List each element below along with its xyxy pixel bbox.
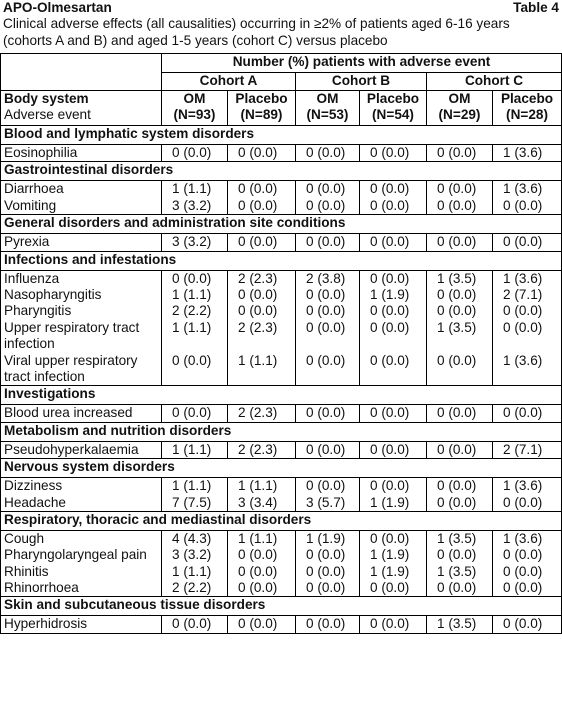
event-value: 0 (0.0) — [306, 286, 346, 302]
adverse-event-name: Dizziness — [4, 478, 63, 494]
event-value: 2 (2.2) — [172, 303, 212, 319]
event-value: 0 (0.0) — [437, 580, 477, 596]
event-value: 3 (3.2) — [172, 197, 212, 213]
value-cell — [427, 145, 493, 162]
value-cell — [360, 405, 427, 422]
value-cell — [427, 530, 493, 597]
event-value: 0 (0.0) — [370, 303, 410, 319]
value-cell — [493, 530, 562, 597]
event-group-row — [1, 478, 562, 512]
column-header-row — [1, 91, 562, 126]
event-value: 1 (3.6) — [503, 352, 543, 368]
adverse-event-name: Eosinophilia — [4, 145, 78, 160]
event-group-row — [1, 530, 562, 597]
event-value: 0 (0.0) — [238, 303, 278, 319]
event-value: 0 (0.0) — [370, 197, 410, 213]
event-value: 0 (0.0) — [306, 197, 346, 213]
event-names-cell — [1, 441, 162, 458]
adverse-event-name: Blood urea increased — [4, 405, 133, 421]
arm-sample-size: (N=53) — [306, 107, 349, 123]
event-names-cell — [1, 270, 162, 386]
event-value: 0 (0.0) — [306, 181, 346, 197]
event-value: 0 (0.0) — [238, 181, 278, 197]
event-value: 0 (0.0) — [437, 197, 477, 213]
adverse-event-name: Pseudohyperkalaemia — [4, 441, 139, 457]
arm-sample-size: (N=54) — [372, 107, 414, 123]
event-value: 1 (1.1) — [238, 478, 278, 494]
adverse-event-name: Headache — [4, 494, 66, 510]
event-value: 1 (3.5) — [437, 616, 477, 632]
event-value: 0 (0.0) — [172, 145, 212, 160]
value-cell — [162, 181, 228, 215]
event-value: 1 (1.1) — [172, 286, 212, 302]
value-cell — [493, 181, 562, 215]
value-cell — [427, 270, 493, 386]
arm-name: OM — [448, 91, 471, 106]
event-value: 0 (0.0) — [370, 234, 410, 250]
event-value: 0 (0.0) — [172, 616, 212, 632]
section-title: Infections and infestations — [1, 251, 562, 270]
event-value: 2 (2.2) — [172, 580, 212, 596]
event-value: 0 (0.0) — [503, 319, 543, 335]
value-cell — [296, 441, 360, 458]
event-group-row — [1, 234, 562, 251]
value-cell — [427, 234, 493, 251]
arm-name: Placebo — [235, 91, 288, 106]
event-value: 1 (3.5) — [437, 563, 477, 579]
event-value: 0 (0.0) — [437, 286, 477, 302]
adverse-event-label: Adverse event — [4, 107, 91, 123]
value-cell — [360, 616, 427, 633]
event-value: 1 (1.1) — [238, 352, 278, 368]
event-value: 1 (3.5) — [437, 270, 477, 286]
event-value: 0 (0.0) — [306, 547, 346, 563]
arm-header-cell — [228, 91, 296, 126]
span-header: Number (%) patients with adverse event — [162, 54, 562, 73]
adverse-event-name: Pharyngolaryngeal pain — [4, 547, 147, 563]
event-value: 1 (1.9) — [370, 563, 410, 579]
value-cell — [296, 478, 360, 512]
section-row — [1, 126, 562, 145]
value-cell — [228, 181, 296, 215]
value-cell — [427, 441, 493, 458]
event-value: 0 (0.0) — [503, 197, 543, 213]
value-cell — [493, 405, 562, 422]
event-value: 0 (0.0) — [370, 405, 410, 421]
event-value: 1 (3.5) — [437, 530, 477, 546]
event-value: 2 (3.8) — [306, 270, 346, 286]
cohort-a-header: Cohort A — [162, 73, 296, 91]
adverse-event-name: Rhinitis — [4, 563, 49, 579]
event-value: 0 (0.0) — [306, 563, 346, 579]
value-cell — [162, 530, 228, 597]
event-value: 0 (0.0) — [370, 530, 410, 546]
adverse-event-name: Pyrexia — [4, 234, 50, 250]
section-row — [1, 386, 562, 405]
event-value: 0 (0.0) — [370, 319, 410, 335]
event-value: 7 (7.5) — [172, 494, 212, 510]
value-cell — [360, 181, 427, 215]
event-group-row — [1, 145, 562, 162]
event-value: 0 (0.0) — [503, 616, 543, 632]
row-header-cell — [1, 91, 162, 126]
event-value: 0 (0.0) — [437, 441, 477, 457]
event-names-cell — [1, 478, 162, 512]
event-value: 0 (0.0) — [306, 319, 346, 335]
event-value: 0 (0.0) — [306, 405, 346, 421]
arm-name: OM — [316, 91, 339, 106]
arm-name: OM — [183, 91, 206, 106]
section-title: Respiratory, thoracic and mediastinal disorders — [1, 511, 562, 530]
event-value: 0 (0.0) — [172, 405, 212, 421]
value-cell — [360, 478, 427, 512]
event-names-cell — [1, 530, 162, 597]
event-value: 2 (2.3) — [238, 319, 278, 335]
section-title: Nervous system disorders — [1, 459, 562, 478]
event-value: 0 (0.0) — [437, 234, 477, 250]
event-value: 1 (1.1) — [172, 319, 212, 335]
value-cell — [296, 405, 360, 422]
event-value: 1 (3.6) — [503, 181, 543, 197]
value-cell — [228, 478, 296, 512]
value-cell — [162, 441, 228, 458]
arm-header-cell — [162, 91, 228, 126]
value-cell — [296, 181, 360, 215]
event-value: 0 (0.0) — [238, 580, 278, 596]
event-value: 3 (3.2) — [172, 547, 212, 563]
adverse-event-name: Hyperhidrosis — [4, 616, 88, 632]
value-cell — [296, 530, 360, 597]
event-value: 0 (0.0) — [503, 547, 543, 563]
event-value: 2 (2.3) — [238, 270, 278, 286]
value-cell — [427, 478, 493, 512]
event-value: 3 (5.7) — [306, 494, 346, 510]
event-value: 0 (0.0) — [437, 181, 477, 197]
value-cell — [360, 441, 427, 458]
event-value: 0 (0.0) — [503, 405, 543, 421]
arm-header-cell — [427, 91, 493, 126]
event-value: 1 (3.6) — [503, 530, 543, 546]
value-cell — [228, 405, 296, 422]
event-group-row — [1, 616, 562, 633]
event-group-row — [1, 405, 562, 422]
event-value: 0 (0.0) — [306, 303, 346, 319]
value-cell — [493, 441, 562, 458]
value-cell — [162, 478, 228, 512]
value-cell — [493, 145, 562, 162]
event-value: 0 (0.0) — [238, 547, 278, 563]
value-cell — [162, 616, 228, 633]
event-value: 1 (1.9) — [370, 494, 410, 510]
adverse-event-name: Upper respiratory tract infection — [4, 319, 140, 352]
value-cell — [427, 405, 493, 422]
event-value: 3 (3.2) — [172, 234, 212, 250]
section-row — [1, 597, 562, 616]
body-system-label: Body system — [4, 91, 89, 106]
adverse-event-name: Cough — [4, 530, 45, 546]
title-row — [3, 0, 559, 16]
value-cell — [493, 270, 562, 386]
event-value: 1 (1.1) — [172, 441, 212, 457]
adverse-event-name: Rhinorrhoea — [4, 580, 79, 596]
event-value: 2 (2.3) — [238, 405, 278, 421]
event-value: 3 (3.4) — [238, 494, 278, 510]
event-value: 1 (1.9) — [370, 547, 410, 563]
event-group-row — [1, 181, 562, 215]
cohort-b-header: Cohort B — [296, 73, 427, 91]
table-caption: Clinical adverse effects (all causalities) occurring in ≥2% of patients aged 6-16 years (cohorts A and B) and aged 1-5 years (cohort C) versus placebo — [3, 16, 510, 48]
section-row — [1, 511, 562, 530]
value-cell — [296, 616, 360, 633]
value-cell — [360, 270, 427, 386]
adverse-event-name: Vomiting — [4, 197, 57, 213]
event-value: 0 (0.0) — [306, 616, 346, 632]
event-value: 2 (7.1) — [503, 441, 543, 457]
value-cell — [228, 270, 296, 386]
value-cell — [493, 234, 562, 251]
event-names-cell — [1, 234, 162, 251]
event-value: 0 (0.0) — [306, 234, 346, 250]
value-cell — [162, 405, 228, 422]
section-row — [1, 162, 562, 181]
value-cell — [493, 478, 562, 512]
adverse-event-name: Influenza — [4, 270, 60, 286]
event-value: 0 (0.0) — [306, 352, 346, 368]
event-value: 1 (1.1) — [172, 478, 212, 494]
value-cell — [228, 530, 296, 597]
event-value: 0 (0.0) — [238, 563, 278, 579]
value-cell — [228, 234, 296, 251]
event-value: 2 (2.3) — [238, 441, 278, 457]
table-label: Table 4 — [513, 0, 559, 15]
value-cell — [228, 441, 296, 458]
section-title: General disorders and administration site conditions — [1, 215, 562, 234]
event-value: 0 (0.0) — [437, 405, 477, 421]
document-header — [3, 0, 559, 49]
event-value: 0 (0.0) — [503, 303, 543, 319]
event-names-cell — [1, 181, 162, 215]
event-value: 1 (1.1) — [238, 530, 278, 546]
arm-sample-size: (N=28) — [506, 107, 548, 123]
event-names-cell — [1, 616, 162, 633]
event-value: 0 (0.0) — [370, 441, 410, 457]
arm-sample-size: (N=89) — [240, 107, 283, 123]
event-value: 0 (0.0) — [503, 234, 543, 250]
section-row — [1, 251, 562, 270]
value-cell — [427, 616, 493, 633]
event-value: 0 (0.0) — [238, 616, 278, 632]
event-value: 0 (0.0) — [238, 197, 278, 213]
section-row — [1, 215, 562, 234]
section-title: Skin and subcutaneous tissue disorders — [1, 597, 562, 616]
event-value: 1 (3.6) — [503, 270, 543, 286]
value-cell — [493, 616, 562, 633]
section-title: Gastrointestinal disorders — [1, 162, 562, 181]
arm-sample-size: (N=29) — [438, 107, 481, 123]
event-value: 0 (0.0) — [238, 145, 278, 160]
event-value: 0 (0.0) — [306, 580, 346, 596]
adverse-event-name: Diarrhoea — [4, 181, 64, 197]
adverse-event-name: Pharyngitis — [4, 303, 72, 319]
event-value: 0 (0.0) — [437, 145, 477, 160]
span-header-row — [1, 54, 562, 73]
arm-header-cell — [296, 91, 360, 126]
event-value: 2 (7.1) — [503, 286, 543, 302]
event-value: 0 (0.0) — [437, 352, 477, 368]
event-group-row — [1, 441, 562, 458]
event-value: 0 (0.0) — [437, 303, 477, 319]
section-title: Investigations — [1, 386, 562, 405]
cohort-c-header: Cohort C — [427, 73, 562, 91]
event-value: 0 (0.0) — [238, 234, 278, 250]
event-value: 4 (4.3) — [172, 530, 212, 546]
section-title: Metabolism and nutrition disorders — [1, 422, 562, 441]
event-value: 0 (0.0) — [306, 145, 346, 160]
event-value: 0 (0.0) — [370, 352, 410, 368]
value-cell — [162, 270, 228, 386]
event-value: 0 (0.0) — [370, 580, 410, 596]
arm-sample-size: (N=93) — [173, 107, 216, 123]
event-value: 0 (0.0) — [437, 494, 477, 510]
value-cell — [228, 145, 296, 162]
value-cell — [296, 234, 360, 251]
event-value: 1 (1.9) — [370, 286, 410, 302]
value-cell — [162, 234, 228, 251]
event-value: 0 (0.0) — [370, 270, 410, 286]
value-cell — [296, 270, 360, 386]
event-value: 1 (3.6) — [503, 145, 543, 160]
adverse-events-table — [0, 53, 562, 634]
arm-header-cell — [360, 91, 427, 126]
event-names-cell — [1, 145, 162, 162]
event-value: 1 (1.1) — [172, 181, 212, 197]
adverse-event-name: Viral upper respiratory tract infection — [4, 352, 138, 384]
adverse-event-name: Nasopharyngitis — [4, 286, 102, 302]
value-cell — [360, 530, 427, 597]
event-names-cell — [1, 405, 162, 422]
value-cell — [427, 181, 493, 215]
event-value: 0 (0.0) — [306, 478, 346, 494]
section-title: Blood and lymphatic system disorders — [1, 126, 562, 145]
event-value: 0 (0.0) — [172, 270, 212, 286]
arm-name: Placebo — [500, 91, 554, 106]
event-value: 0 (0.0) — [437, 478, 477, 494]
event-value: 0 (0.0) — [172, 352, 212, 368]
event-value: 1 (1.1) — [172, 563, 212, 579]
event-value: 1 (1.9) — [306, 530, 346, 546]
document-title: APO-Olmesartan — [3, 0, 112, 15]
section-row — [1, 422, 562, 441]
value-cell — [360, 234, 427, 251]
event-value: 0 (0.0) — [503, 494, 543, 510]
value-cell — [296, 145, 360, 162]
event-value: 0 (0.0) — [503, 580, 543, 596]
event-value: 1 (3.5) — [437, 319, 477, 335]
event-value: 0 (0.0) — [370, 478, 410, 494]
arm-header-cell — [493, 91, 562, 126]
event-value: 0 (0.0) — [306, 441, 346, 457]
value-cell — [228, 616, 296, 633]
event-value: 0 (0.0) — [370, 145, 410, 160]
event-value: 0 (0.0) — [437, 547, 477, 563]
event-group-row — [1, 270, 562, 386]
event-value: 0 (0.0) — [370, 616, 410, 632]
value-cell — [162, 145, 228, 162]
value-cell — [360, 145, 427, 162]
event-value: 0 (0.0) — [238, 286, 278, 302]
event-value: 0 (0.0) — [370, 181, 410, 197]
event-value: 1 (3.6) — [503, 478, 543, 494]
section-row — [1, 459, 562, 478]
event-value: 0 (0.0) — [503, 563, 543, 579]
corner-cell — [1, 54, 162, 91]
arm-name: Placebo — [366, 91, 420, 106]
